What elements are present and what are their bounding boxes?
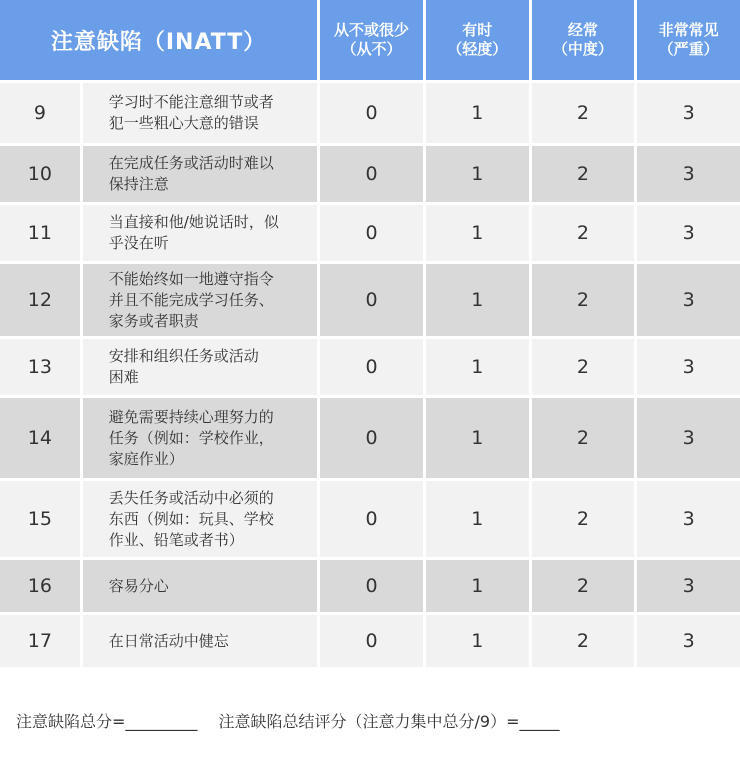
score-sometimes[interactable]: 1 [426,481,529,557]
column-header-often [532,0,635,80]
table-row [0,339,740,395]
score-never[interactable]: 0 [320,398,423,478]
item-number: 13 [0,339,80,395]
description-line: 丢失任务或活动中必须的 [108,488,274,507]
item-number: 9 [0,83,80,143]
score-very-often[interactable]: 3 [637,398,740,478]
summary-score-line: 注意缺陷总结评分（注意力集中总分/9）=_____ [218,712,560,731]
score-often[interactable]: 2 [532,615,635,667]
table-row [0,146,740,202]
score-sometimes[interactable]: 1 [426,264,529,336]
item-description [83,146,317,202]
score-very-often[interactable]: 3 [637,264,740,336]
description-line: 并且不能完成学习任务、 [108,290,274,309]
table-row [0,481,740,557]
score-very-often[interactable]: 3 [637,481,740,557]
item-description [83,560,317,612]
description-line: 学习时不能注意细节或者 [108,93,274,111]
description-line: 在日常活动中健忘 [108,631,229,650]
table-row [0,615,740,667]
score-sometimes[interactable]: 1 [426,146,529,202]
item-number: 14 [0,398,80,478]
description-line: 安排和组织任务或活动 [108,347,259,365]
column-header-never [320,0,423,80]
score-often[interactable]: 2 [532,205,635,261]
score-footer [16,709,576,732]
item-number: 15 [0,481,80,557]
item-number: 12 [0,264,80,336]
description-line: 家庭作业） [108,449,184,468]
item-number: 16 [0,560,80,612]
score-never[interactable]: 0 [320,481,423,557]
score-sometimes[interactable]: 1 [426,205,529,261]
score-never[interactable]: 0 [320,615,423,667]
description-line: 当直接和他/她说话时，似 [108,213,279,231]
score-often[interactable]: 2 [532,83,635,143]
score-sometimes[interactable]: 1 [426,339,529,395]
table-title: 注意缺陷（INATT） [0,0,317,80]
table-row [0,560,740,612]
table-header [0,0,740,80]
score-never[interactable]: 0 [320,146,423,202]
item-number: 11 [0,205,80,261]
description-line: 困难 [108,368,139,386]
score-never[interactable]: 0 [320,339,423,395]
column-label: 非常常见 [658,21,719,39]
description-line: 不能始终如一地遵守指令 [108,269,274,288]
score-sometimes[interactable]: 1 [426,83,529,143]
column-label: 有时 [462,21,493,39]
item-description [83,339,317,395]
description-line: 乎没在听 [108,234,169,252]
item-number: 17 [0,615,80,667]
description-line: 任务（例如：学校作业， [108,428,274,447]
score-often[interactable]: 2 [532,560,635,612]
score-often[interactable]: 2 [532,146,635,202]
score-very-often[interactable]: 3 [637,615,740,667]
description-line: 保持注意 [108,175,169,193]
column-header-sometimes [426,0,529,80]
description-line: 在完成任务或活动时难以 [108,154,274,172]
item-description [83,205,317,261]
score-never[interactable]: 0 [320,83,423,143]
score-often[interactable]: 2 [532,339,635,395]
score-very-often[interactable]: 3 [637,339,740,395]
item-description [83,481,317,557]
item-description [83,264,317,336]
item-description [83,398,317,478]
score-very-often[interactable]: 3 [637,146,740,202]
score-sometimes[interactable]: 1 [426,560,529,612]
total-score-line: 注意缺陷总分=_________ [16,712,198,731]
column-sublabel: （中度） [552,40,613,58]
score-never[interactable]: 0 [320,560,423,612]
score-very-often[interactable]: 3 [637,560,740,612]
item-description [83,83,317,143]
score-very-often[interactable]: 3 [637,205,740,261]
score-never[interactable]: 0 [320,264,423,336]
table-row [0,264,740,336]
description-line: 东西（例如：玩具、学校 [108,509,274,528]
table-row [0,83,740,143]
column-header-very-often [637,0,740,80]
description-line: 作业、铅笔或者书） [108,530,244,549]
description-line: 犯一些粗心大意的错误 [108,114,259,132]
column-label: 经常 [567,21,598,39]
score-very-often[interactable]: 3 [637,83,740,143]
column-sublabel: （严重） [658,40,719,58]
score-sometimes[interactable]: 1 [426,615,529,667]
column-sublabel: （从不） [341,40,402,58]
table-row [0,205,740,261]
column-label: 从不或很少 [333,21,409,39]
description-line: 家务或者职责 [108,311,199,330]
description-line: 容易分心 [108,576,169,595]
score-never[interactable]: 0 [320,205,423,261]
score-often[interactable]: 2 [532,481,635,557]
item-description [83,615,317,667]
item-number: 10 [0,146,80,202]
table-body [0,83,740,667]
score-often[interactable]: 2 [532,398,635,478]
table-row [0,398,740,478]
score-sometimes[interactable]: 1 [426,398,529,478]
column-sublabel: （轻度） [447,40,508,58]
score-often[interactable]: 2 [532,264,635,336]
description-line: 避免需要持续心理努力的 [108,407,274,426]
